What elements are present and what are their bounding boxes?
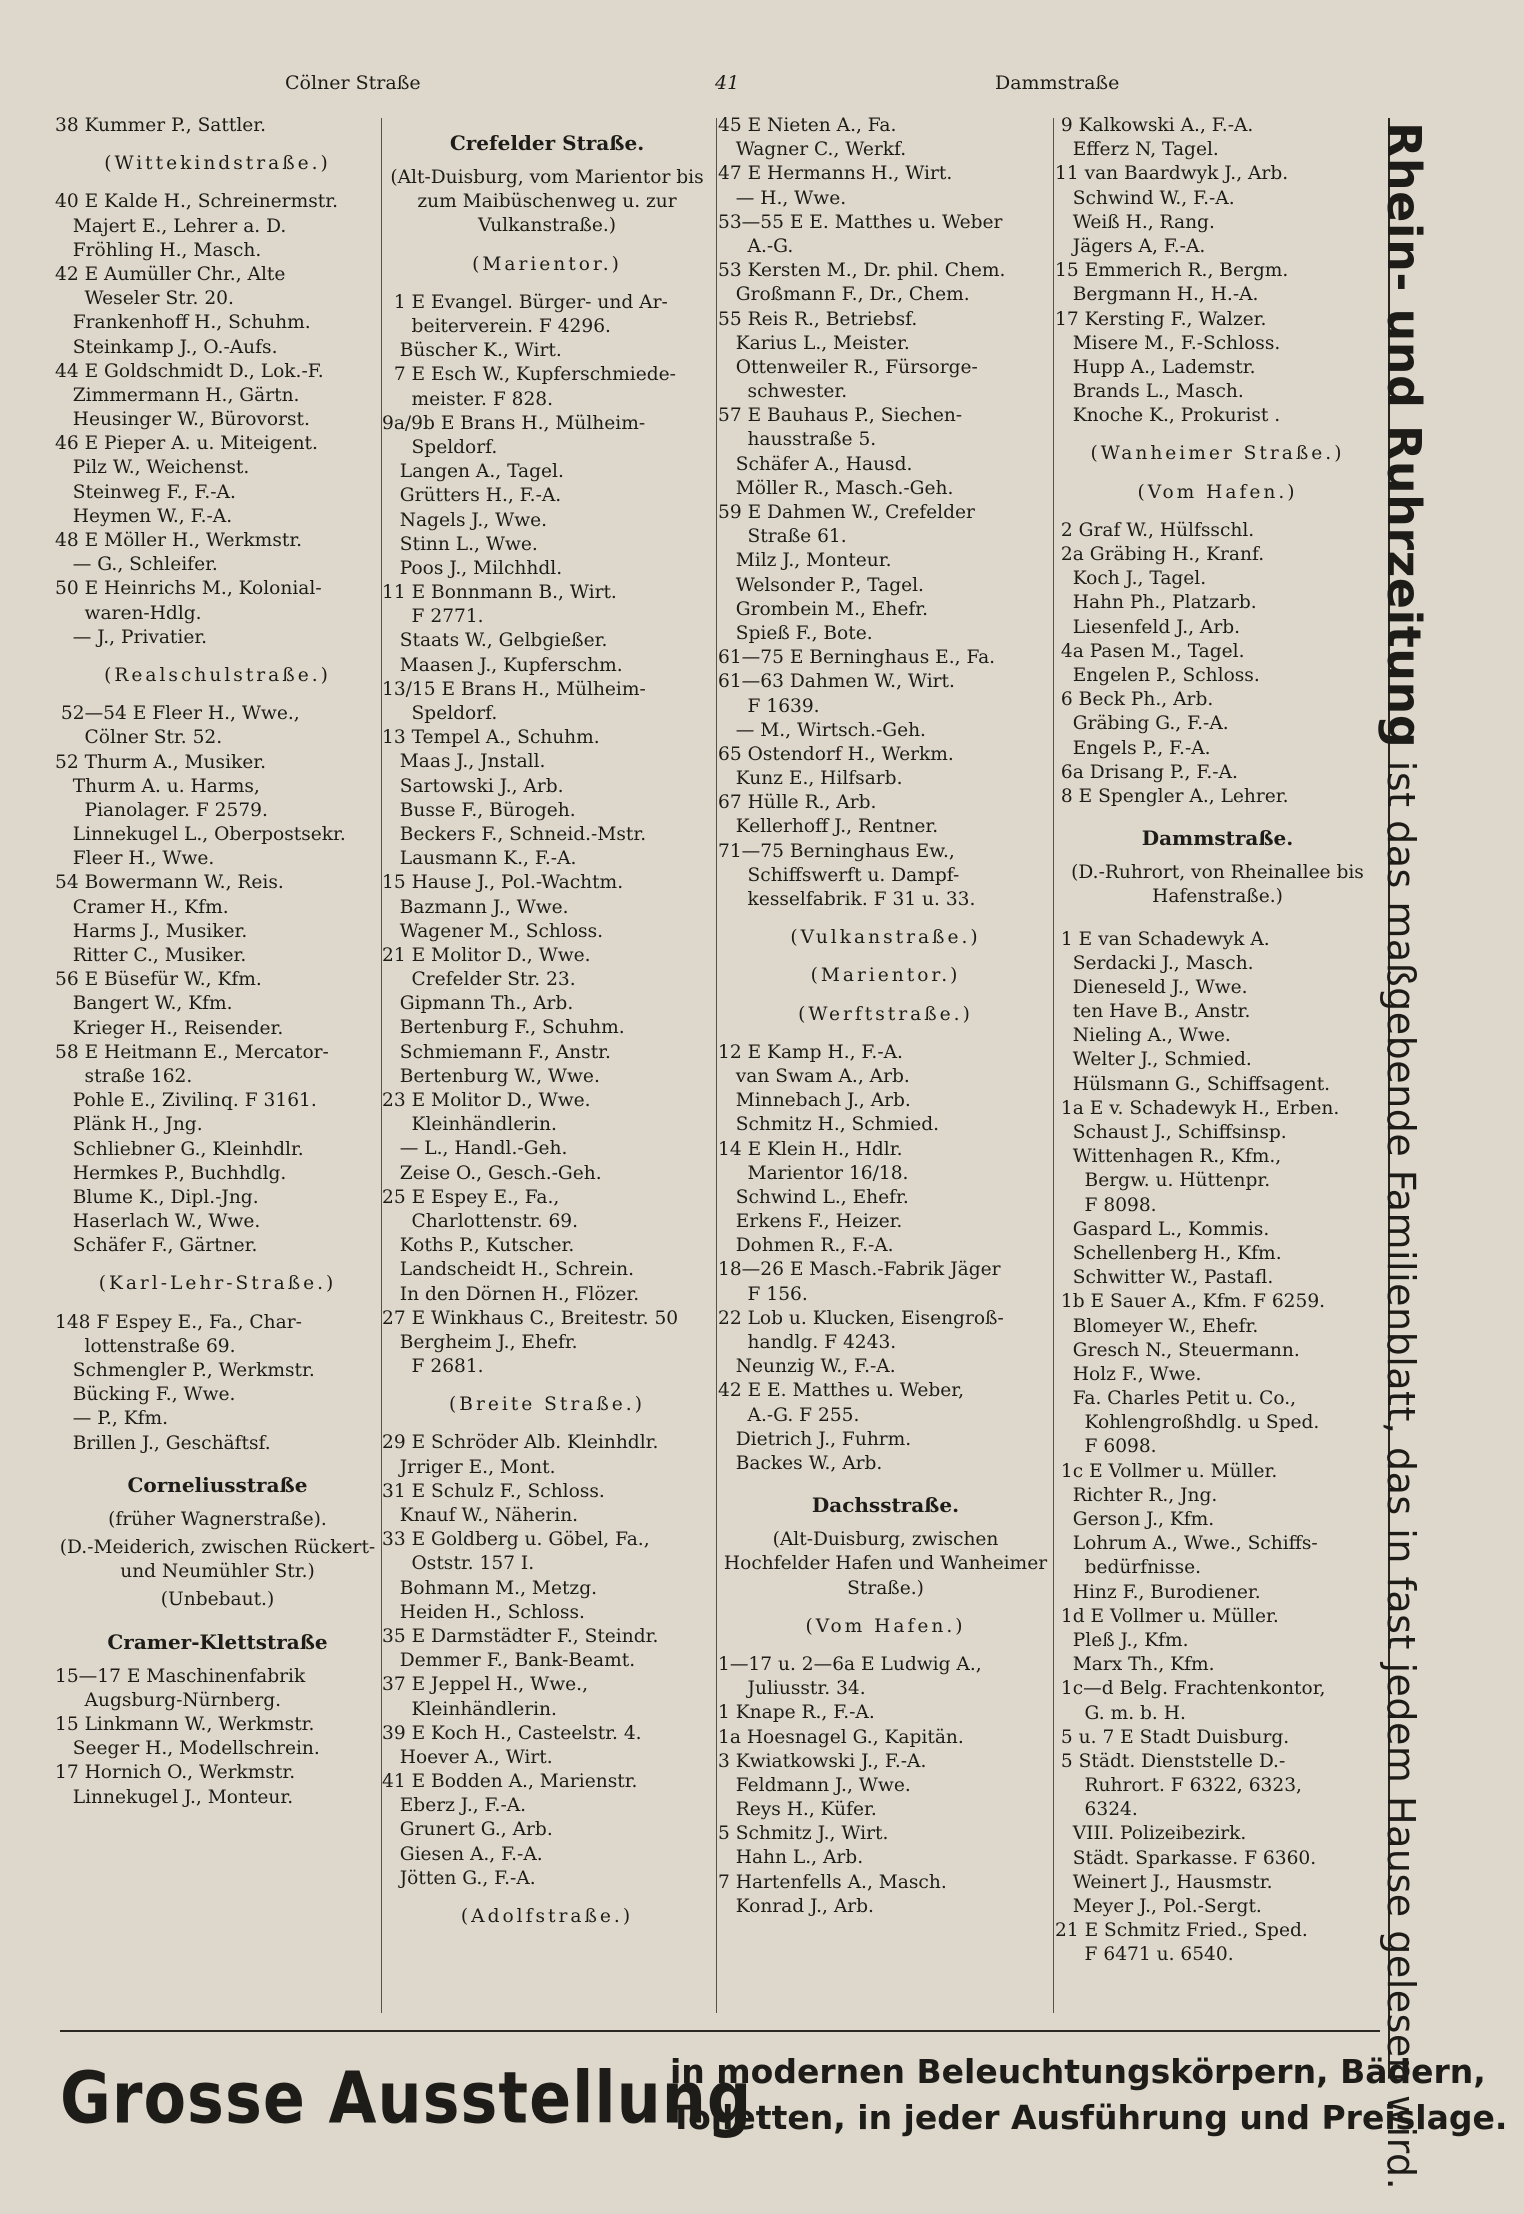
directory-entry: Spieß F., Bote. bbox=[718, 622, 873, 644]
directory-entry: Poos J., Milchhdl. bbox=[382, 557, 563, 579]
footer-line-2: Toiletten, in jeder Ausführung und Preislage. bbox=[670, 2098, 1508, 2137]
cross-street: (Wittekindstraße.) bbox=[104, 153, 331, 175]
directory-entry: Bücking F., Wwe. bbox=[55, 1384, 236, 1406]
directory-entry: 1—17 u. 2—6a E Ludwig A., bbox=[718, 1653, 982, 1675]
directory-entry: 13/15 E Brans H., Mülheim- bbox=[382, 678, 646, 700]
directory-entry: Bertenburg F., Schuhm. bbox=[382, 1017, 625, 1039]
directory-entry: Büscher K., Wirt. bbox=[382, 340, 562, 362]
directory-entry: 54 Bowermann W., Reis. bbox=[55, 872, 284, 894]
directory-entry: 15—17 E Maschinenfabrik bbox=[55, 1665, 306, 1687]
directory-entry: 67 Hülle R., Arb. bbox=[718, 792, 877, 814]
directory-entry: In den Dörnen H., Flözer. bbox=[382, 1283, 640, 1305]
directory-entry: Koch J., Tagel. bbox=[1055, 568, 1207, 590]
directory-entry: Busse F., Bürogeh. bbox=[382, 799, 576, 821]
directory-entry: F 6471 u. 6540. bbox=[1055, 1944, 1234, 1966]
directory-entry: 53 Kersten M., Dr. phil. Chem. bbox=[718, 260, 1006, 282]
directory-entry: 15 Hause J., Pol.-Wachtm. bbox=[382, 872, 624, 894]
directory-entry: Großmann F., Dr., Chem. bbox=[718, 284, 970, 306]
column-2 bbox=[382, 114, 712, 2019]
directory-entry: 42 E E. Matthes u. Weber, bbox=[718, 1380, 965, 1402]
page-header bbox=[55, 72, 1365, 108]
footer-headline: Grosse Ausstellung bbox=[60, 2056, 753, 2140]
directory-entry: Seeger H., Modellschrein. bbox=[55, 1738, 320, 1760]
footer-line-1: in modernen Beleuchtungskörpern, Bädern, bbox=[670, 2052, 1486, 2091]
directory-entry: Hahn L., Arb. bbox=[718, 1847, 864, 1869]
street-note: (Alt-Duisburg, vom Marientor bis zum Maibüschenweg u. zur Vulkanstraße.) bbox=[390, 167, 704, 237]
directory-entry: Feldmann J., Wwe. bbox=[718, 1774, 911, 1796]
directory-entry: 31 E Schulz F., Schloss. bbox=[382, 1480, 605, 1502]
directory-entry: Charlottenstr. 69. bbox=[382, 1210, 579, 1232]
directory-entry: Engelen P., Schloss. bbox=[1055, 664, 1260, 686]
directory-entry: Bergheim J., Ehefr. bbox=[382, 1331, 578, 1353]
column-3 bbox=[718, 114, 1053, 2019]
directory-entry: 1 E Evangel. Bürger- und Ar- bbox=[382, 291, 668, 313]
directory-entry: Krieger H., Reisender. bbox=[55, 1017, 284, 1039]
directory-entry: — P., Kfm. bbox=[55, 1408, 169, 1430]
directory-entry: van Swam A., Arb. bbox=[718, 1065, 910, 1087]
directory-entry: Dieneseld J., Wwe. bbox=[1055, 976, 1248, 998]
directory-entry: F 156. bbox=[718, 1283, 808, 1305]
directory-entry: Schwind L., Ehefr. bbox=[718, 1186, 909, 1208]
directory-entry: Wagner C., Werkf. bbox=[718, 139, 907, 161]
directory-entry: Speldorf. bbox=[382, 703, 498, 724]
directory-entry: Gipmann Th., Arb. bbox=[382, 993, 574, 1015]
directory-entry: 22 Lob u. Klucken, Eisengroß- bbox=[718, 1307, 1004, 1329]
directory-entry: Steinkamp J., O.-Aufs. bbox=[55, 336, 278, 358]
directory-entry: Kohlengroßhdlg. u Sped. bbox=[1055, 1412, 1320, 1434]
directory-entry: Schäfer F., Gärtner. bbox=[55, 1235, 258, 1257]
directory-entry: Erkens F., Heizer. bbox=[718, 1211, 903, 1233]
directory-entry: Meyer J., Pol.-Sergt. bbox=[1055, 1896, 1262, 1917]
directory-entry: lottenstraße 69. bbox=[55, 1335, 236, 1357]
directory-entry: Marientor 16/18. bbox=[718, 1162, 909, 1184]
directory-entry: Schmiemann F., Anstr. bbox=[382, 1041, 611, 1063]
directory-entry: Schmitz H., Schmied. bbox=[718, 1114, 940, 1136]
directory-entry: 59 E Dahmen W., Crefelder bbox=[718, 502, 975, 523]
directory-entry: 39 E Koch H., Casteelstr. 4. bbox=[382, 1722, 642, 1744]
directory-entry: Kleinhändlerin. bbox=[382, 1698, 557, 1720]
directory-entry: Brands L., Masch. bbox=[1055, 381, 1244, 403]
directory-entry: 35 E Darmstädter F., Steindr. bbox=[382, 1625, 659, 1647]
directory-entry: straße 162. bbox=[55, 1065, 193, 1087]
directory-entry: 2 Graf W., Hülfsschl. bbox=[1055, 519, 1255, 541]
directory-entry: Bazmann J., Wwe. bbox=[382, 896, 569, 918]
sidebar-text bbox=[1377, 122, 1431, 2191]
directory-entry: 29 E Schröder Alb. Kleinhdlr. bbox=[382, 1432, 659, 1454]
directory-entry: 1b E Sauer A., Kfm. F 6259. bbox=[1055, 1291, 1326, 1313]
directory-entry: Marx Th., Kfm. bbox=[1055, 1654, 1215, 1676]
directory-entry: Städt. Sparkasse. F 6360. bbox=[1055, 1847, 1317, 1869]
directory-entry: 14 E Klein H., Hdlr. bbox=[718, 1138, 903, 1160]
directory-entry: Reys H., Küfer. bbox=[718, 1799, 877, 1821]
directory-entry: 57 E Bauhaus P., Siechen- bbox=[718, 405, 963, 427]
directory-entry: 8 E Spengler A., Lehrer. bbox=[1055, 785, 1289, 807]
directory-entry: Maas J., Jnstall. bbox=[382, 751, 546, 773]
directory-entry: 58 E Heitmann E., Mercator- bbox=[55, 1041, 329, 1063]
directory-entry: 61—63 Dahmen W., Wirt. bbox=[718, 671, 955, 693]
street-note: (früher Wagnerstraße). bbox=[108, 1508, 327, 1530]
cross-street: (Marientor.) bbox=[472, 253, 622, 275]
cross-street: (Adolfstraße.) bbox=[460, 1906, 634, 1928]
directory-entry: Holz F., Wwe. bbox=[1055, 1363, 1202, 1385]
directory-entry: Wagener M., Schloss. bbox=[382, 920, 604, 942]
directory-entry: F 2771. bbox=[382, 606, 484, 628]
directory-entry: F 2681. bbox=[382, 1356, 484, 1378]
directory-entry: 17 Kersting F., Walzer. bbox=[1055, 308, 1267, 330]
directory-entry: Schmengler P., Werkmstr. bbox=[55, 1360, 315, 1382]
directory-entry: Weseler Str. 20. bbox=[55, 288, 234, 310]
column-4 bbox=[1055, 114, 1380, 2019]
directory-entry: 23 E Molitor D., Wwe. bbox=[382, 1090, 591, 1111]
directory-entry: beiterverein. F 4296. bbox=[382, 316, 611, 337]
directory-entry: 5 Schmitz J., Wirt. bbox=[718, 1823, 889, 1845]
directory-entry: Engels P., F.-A. bbox=[1055, 737, 1211, 759]
directory-entry: VIII. Polizeibezirk. bbox=[1055, 1823, 1247, 1845]
directory-entry: 46 E Pieper A. u. Miteigent. bbox=[55, 433, 318, 455]
directory-entry: Fleer H., Wwe. bbox=[55, 848, 215, 870]
directory-entry: Stinn L., Wwe. bbox=[382, 533, 538, 555]
directory-entry: Maasen J., Kupferschm. bbox=[382, 654, 623, 676]
directory-entry: Efferz N, Tagel. bbox=[1055, 139, 1219, 161]
directory-entry: 21 E Schmitz Fried., Sped. bbox=[1055, 1920, 1308, 1942]
directory-entry: 5 u. 7 E Stadt Duisburg. bbox=[1055, 1726, 1290, 1748]
directory-entry: Augsburg-Nürnberg. bbox=[55, 1689, 282, 1711]
directory-entry: A.-G. F 255. bbox=[718, 1404, 860, 1426]
directory-entry: Steinweg F., F.-A. bbox=[55, 481, 236, 503]
directory-entry: Heymen W., F.-A. bbox=[55, 505, 233, 527]
directory-entry: 41 E Bodden A., Marienstr. bbox=[382, 1771, 638, 1793]
directory-entry: Brillen J., Geschäftsf. bbox=[55, 1432, 271, 1454]
directory-entry: Knoche K., Prokurist . bbox=[1055, 405, 1281, 427]
directory-entry: Wittenhagen R., Kfm., bbox=[1055, 1146, 1282, 1168]
directory-entry: hausstraße 5. bbox=[718, 429, 877, 451]
header-left-street: Cölner Straße bbox=[285, 72, 421, 94]
directory-entry: 44 E Goldschmidt D., Lok.-F. bbox=[55, 360, 324, 382]
directory-entry: Kleinhändlerin. bbox=[382, 1114, 557, 1136]
directory-entry: 47 E Hermanns H., Wirt. bbox=[718, 163, 953, 185]
directory-entry: Karius L., Meister. bbox=[718, 332, 910, 354]
column-1 bbox=[55, 114, 380, 2019]
directory-entry: Heusinger W., Bürovorst. bbox=[55, 409, 310, 431]
directory-entry: — J., Privatier. bbox=[55, 626, 208, 648]
directory-entry: 9 Kalkowski A., F.-A. bbox=[1055, 115, 1254, 136]
directory-entry: 53—55 E E. Matthes u. Weber bbox=[718, 211, 1003, 233]
directory-entry: Kellerhoff J., Rentner. bbox=[718, 816, 939, 838]
directory-entry: 71—75 Berninghaus Ew., bbox=[718, 840, 955, 862]
directory-entry: 56 E Büsefür W., Kfm. bbox=[55, 969, 262, 991]
cross-street: (Werftstraße.) bbox=[798, 1003, 973, 1025]
directory-entry: 12 E Kamp H., F.-A. bbox=[718, 1041, 903, 1063]
directory-entry: Grombein M., Ehefr. bbox=[718, 598, 928, 620]
directory-entry: Pianolager. F 2579. bbox=[55, 799, 268, 821]
directory-entry: Giesen A., F.-A. bbox=[382, 1843, 543, 1865]
directory-entry: Schiffswerft u. Dampf- bbox=[718, 864, 960, 886]
directory-entry: 6 Beck Ph., Arb. bbox=[1055, 689, 1214, 711]
directory-entry: F 8098. bbox=[1055, 1194, 1157, 1216]
directory-entry: Dietrich J., Fuhrm. bbox=[718, 1428, 912, 1450]
directory-entry: Koths P., Kutscher. bbox=[382, 1235, 575, 1257]
directory-entry: Bergmann H., H.-A. bbox=[1055, 284, 1259, 306]
directory-entry: 148 F Espey E., Fa., Char- bbox=[55, 1311, 302, 1333]
cross-street: (Vulkanstraße.) bbox=[790, 927, 981, 949]
directory-entry: 1c E Vollmer u. Müller. bbox=[1055, 1460, 1278, 1482]
cross-street: (Vom Hafen.) bbox=[1137, 481, 1298, 503]
directory-entry: 1 Knape R., F.-A. bbox=[718, 1702, 875, 1724]
directory-entry: Hupp A., Lademstr. bbox=[1055, 356, 1256, 378]
directory-entry: Linnekugel L., Oberpostsekr. bbox=[55, 824, 346, 846]
directory-entry: Frankenhoff H., Schuhm. bbox=[55, 312, 311, 334]
directory-entry: 27 E Winkhaus C., Breitestr. 50 bbox=[382, 1307, 679, 1329]
directory-entry: Speldorf. bbox=[382, 436, 498, 458]
directory-entry: handlg. F 4243. bbox=[718, 1332, 897, 1354]
directory-entry: Weiß H., Rang. bbox=[1055, 211, 1215, 233]
directory-entry: 65 Ostendorf H., Werkm. bbox=[718, 743, 954, 765]
directory-entry: 48 E Möller H., Werkmstr. bbox=[55, 530, 303, 552]
directory-entry: 5 Städt. Dienststelle D.- bbox=[1055, 1750, 1286, 1772]
directory-entry: Heiden H., Schloss. bbox=[382, 1601, 585, 1623]
column-divider bbox=[1053, 118, 1054, 2013]
directory-entry: 33 E Goldberg u. Göbel, Fa., bbox=[382, 1529, 650, 1551]
directory-entry: Hinz F., Burodiener. bbox=[1055, 1581, 1261, 1603]
directory-entry: Hoever A., Wirt. bbox=[382, 1746, 553, 1768]
directory-entry: 1c—d Belg. Frachtenkontor, bbox=[1055, 1678, 1326, 1700]
directory-entry: Lohrum A., Wwe., Schiffs- bbox=[1055, 1533, 1318, 1555]
directory-entry: 1a Hoesnagel G., Kapitän. bbox=[718, 1726, 964, 1748]
directory-entry: Nieling A., Wwe. bbox=[1055, 1025, 1231, 1047]
directory-entry: Jrriger E., Mont. bbox=[382, 1456, 556, 1478]
street-note: (D.-Meiderich, zwischen Rückert- und Neumühler Str.) bbox=[59, 1537, 376, 1583]
street-heading: Crefelder Straße. bbox=[449, 131, 645, 155]
directory-entry: Jötten G., F.-A. bbox=[382, 1867, 536, 1889]
directory-entry: Linnekugel J., Monteur. bbox=[55, 1786, 294, 1808]
directory-entry: Bohmann M., Metzg. bbox=[382, 1577, 598, 1599]
directory-entry: Bergw. u. Hüttenpr. bbox=[1055, 1170, 1271, 1192]
directory-entry: Gaspard L., Kommis. bbox=[1055, 1218, 1270, 1240]
directory-entry: 9a/9b E Brans H., Mülheim- bbox=[382, 412, 646, 434]
directory-entry: 37 E Jeppel H., Wwe., bbox=[382, 1674, 588, 1696]
directory-entry: Straße 61. bbox=[718, 526, 847, 548]
directory-entry: 25 E Espey E., Fa., bbox=[382, 1186, 560, 1208]
cross-street: (Breite Straße.) bbox=[449, 1394, 645, 1416]
directory-entry: Bertenburg W., Wwe. bbox=[382, 1065, 600, 1087]
directory-entry: 7 Hartenfells A., Masch. bbox=[718, 1871, 947, 1893]
directory-entry: — G., Schleifer. bbox=[55, 554, 218, 576]
directory-entry: Lausmann K., F.-A. bbox=[382, 848, 577, 870]
directory-entry: Juliusstr. 34. bbox=[718, 1678, 866, 1700]
directory-entry: Nagels J., Wwe. bbox=[382, 509, 548, 531]
directory-entry: 15 Emmerich R., Bergm. bbox=[1055, 260, 1289, 282]
directory-entry: 1a E v. Schadewyk H., Erben. bbox=[1055, 1097, 1340, 1119]
directory-entry: Bangert W., Kfm. bbox=[55, 993, 233, 1015]
directory-entry: 3 Kwiatkowski J., F.-A. bbox=[718, 1750, 927, 1772]
directory-entry: 50 E Heinrichs M., Kolonial- bbox=[55, 578, 322, 600]
directory-entry: Pohle E., Zivilinq. F 3161. bbox=[55, 1090, 317, 1112]
directory-entry: Jägers A, F.-A. bbox=[1055, 235, 1206, 257]
cross-street: (Wanheimer Straße.) bbox=[1090, 443, 1345, 465]
street-note: (D.-Ruhrort, von Rheinallee bis Hafenstraße.) bbox=[1071, 862, 1364, 908]
street-note: (Unbebaut.) bbox=[160, 1589, 275, 1611]
directory-entry: 52 Thurm A., Musiker. bbox=[55, 751, 267, 773]
directory-entry: Neunzig W., F.-A. bbox=[718, 1356, 896, 1378]
directory-entry: Thurm A. u. Harms, bbox=[55, 775, 260, 797]
directory-entry: Misere M., F.-Schloss. bbox=[1055, 332, 1281, 354]
directory-entry: Welter J., Schmied. bbox=[1055, 1049, 1252, 1071]
directory-entry: — L., Handl.-Geh. bbox=[382, 1138, 568, 1160]
directory-entry: G. m. b. H. bbox=[1055, 1702, 1186, 1724]
directory-entry: Crefelder Str. 23. bbox=[382, 969, 576, 991]
directory-entry: Gresch N., Steuermann. bbox=[1055, 1339, 1300, 1361]
directory-entry: Minnebach J., Arb. bbox=[718, 1090, 911, 1112]
directory-entry: 1 E van Schadewyk A. bbox=[1055, 928, 1270, 950]
directory-entry: Dohmen R., F.-A. bbox=[718, 1235, 894, 1257]
directory-entry: Grütters H., F.-A. bbox=[382, 485, 562, 507]
directory-entry: 11 van Baardwyk J., Arb. bbox=[1055, 163, 1289, 185]
street-heading: Corneliusstraße bbox=[127, 1472, 308, 1497]
directory-entry: 2a Gräbing H., Kranf. bbox=[1055, 544, 1265, 566]
directory-entry: Haserlach W., Wwe. bbox=[55, 1211, 261, 1233]
directory-entry: Demmer F., Bank-Beamt. bbox=[382, 1650, 636, 1672]
directory-entry: Ruhrort. F 6322, 6323, bbox=[1055, 1775, 1302, 1797]
directory-entry: 55 Reis R., Betriebsf. bbox=[718, 308, 918, 330]
street-heading: Cramer-Klettstraße bbox=[107, 1629, 328, 1654]
directory-entry: 21 E Molitor D., Wwe. bbox=[382, 944, 591, 966]
directory-entry: Schaust J., Schiffsinsp. bbox=[1055, 1122, 1287, 1143]
directory-entry: Eberz J., F.-A. bbox=[382, 1795, 527, 1817]
directory-entry: Schliebner G., Kleinhdlr. bbox=[55, 1138, 304, 1160]
directory-entry: 13 Tempel A., Schuhm. bbox=[382, 727, 600, 749]
directory-entry: Ritter C., Musiker. bbox=[55, 945, 247, 967]
footer-advert bbox=[60, 2030, 1508, 2152]
directory-entry: Grunert G., Arb. bbox=[382, 1819, 553, 1841]
directory-entry: 52—54 E Fleer H., Wwe., bbox=[55, 703, 300, 725]
header-right-street: Dammstraße bbox=[995, 72, 1120, 94]
directory-entry: Knauf W., Näherin. bbox=[382, 1505, 579, 1527]
directory-entry: bedürfnisse. bbox=[1055, 1557, 1202, 1579]
directory-entry: Weinert J., Hausmstr. bbox=[1055, 1871, 1273, 1893]
directory-entry: schwester. bbox=[718, 381, 848, 403]
cross-street: (Karl-Lehr-Straße.) bbox=[98, 1273, 337, 1295]
directory-entry: Cölner Str. 52. bbox=[55, 727, 223, 749]
sidebar-slogan: ist das maßgebende Familienblatt, das in fast jedem Hause gelesen wird. bbox=[1379, 748, 1423, 2191]
directory-entry: 40 E Kalde H., Schreinermstr. bbox=[55, 191, 338, 213]
directory-entry: waren-Hdlg. bbox=[55, 602, 202, 624]
street-heading: Dammstraße. bbox=[1141, 826, 1294, 851]
cross-street: (Realschulstraße.) bbox=[104, 664, 331, 686]
directory-entry: Backes W., Arb. bbox=[718, 1452, 883, 1474]
directory-entry: Hülsmann G., Schiffsagent. bbox=[1055, 1073, 1331, 1095]
directory-entry: Majert E., Lehrer a. D. bbox=[55, 215, 287, 237]
directory-entry: Hermkes P., Buchhdlg. bbox=[55, 1162, 287, 1184]
directory-entry: F 6098. bbox=[1055, 1436, 1157, 1458]
directory-entry: 6a Drisang P., F.-A. bbox=[1055, 761, 1238, 783]
directory-entry: 45 E Nieten A., Fa. bbox=[718, 115, 897, 136]
directory-entry: Fa. Charles Petit u. Co., bbox=[1055, 1388, 1297, 1410]
directory-entry: 6324. bbox=[1055, 1799, 1138, 1821]
directory-entry: Liesenfeld J., Arb. bbox=[1055, 616, 1241, 638]
directory-entry: kesselfabrik. F 31 u. 33. bbox=[718, 889, 976, 910]
directory-entry: Schäfer A., Hausd. bbox=[718, 453, 913, 475]
directory-entry: Milz J., Monteur. bbox=[718, 550, 892, 572]
directory-entry: 7 E Esch W., Kupferschmiede- bbox=[382, 364, 676, 386]
directory-entry: Gräbing G., F.-A. bbox=[1055, 713, 1229, 735]
directory-entry: 18—26 E Masch.-Fabrik Jäger bbox=[718, 1259, 1001, 1281]
directory-entry: Kunz E., Hilfsarb. bbox=[718, 768, 903, 790]
directory-entry: Zimmermann H., Gärtn. bbox=[55, 384, 300, 406]
column-divider bbox=[716, 118, 717, 2013]
directory-entry: Zeise O., Gesch.-Geh. bbox=[382, 1162, 602, 1184]
sidebar-advert bbox=[1377, 118, 1452, 2191]
directory-entry: F 1639. bbox=[718, 695, 820, 717]
directory-entry: A.-G. bbox=[718, 235, 794, 257]
directory-entry: Serdacki J., Masch. bbox=[1055, 952, 1254, 974]
directory-entry: Hahn Ph., Platzarb. bbox=[1055, 592, 1257, 614]
directory-entry: Richter R., Jng. bbox=[1055, 1484, 1218, 1506]
directory-entry: Konrad J., Arb. bbox=[718, 1895, 874, 1917]
directory-entry: 17 Hornich O., Werkmstr. bbox=[55, 1762, 296, 1784]
directory-entry: Cramer H., Kfm. bbox=[55, 896, 229, 918]
directory-entry: Welsonder P., Tagel. bbox=[718, 574, 924, 596]
street-note: (Alt-Duisburg, zwischen Hochfelder Hafen und Wanheimer Straße.) bbox=[723, 1529, 1048, 1599]
directory-entry: Harms J., Musiker. bbox=[55, 920, 248, 942]
spacer bbox=[1055, 914, 1380, 928]
directory-entry: 38 Kummer P., Sattler. bbox=[55, 115, 267, 136]
directory-entry: 1d E Vollmer u. Müller. bbox=[1055, 1605, 1279, 1627]
cross-street: (Vom Hafen.) bbox=[805, 1615, 966, 1637]
directory-entry: — H., Wwe. bbox=[718, 187, 847, 209]
directory-entry: 15 Linkmann W., Werkmstr. bbox=[55, 1713, 315, 1735]
directory-entry: Oststr. 157 I. bbox=[382, 1553, 535, 1575]
cross-street: (Marientor.) bbox=[810, 965, 961, 987]
directory-entry: Fröhling H., Masch. bbox=[55, 239, 262, 261]
directory-entry: Staats W., Gelbgießer. bbox=[382, 630, 608, 652]
sidebar-newspaper-name: Rhein- und Ruhrzeitung bbox=[1377, 122, 1431, 749]
directory-entry: 11 E Bonnmann B., Wirt. bbox=[382, 582, 617, 604]
directory-entry: Ottenweiler R., Fürsorge- bbox=[718, 356, 978, 378]
directory-entry: Sartowski J., Arb. bbox=[382, 775, 564, 797]
directory-entry: Gerson J., Kfm. bbox=[1055, 1509, 1215, 1530]
directory-entry: 42 E Aumüller Chr., Alte bbox=[55, 263, 286, 285]
directory-entry: Pleß J., Kfm. bbox=[1055, 1629, 1189, 1651]
page-number: 41 bbox=[715, 72, 740, 94]
directory-entry: Blomeyer W., Ehefr. bbox=[1055, 1315, 1259, 1337]
directory-entry: Langen A., Tagel. bbox=[382, 461, 564, 483]
directory-entry: 4a Pasen M., Tagel. bbox=[1055, 640, 1245, 662]
directory-entry: ten Have B., Anstr. bbox=[1055, 1001, 1251, 1023]
directory-entry: — M., Wirtsch.-Geh. bbox=[718, 719, 926, 741]
directory-entry: Landscheidt H., Schrein. bbox=[382, 1259, 635, 1281]
directory-entry: Schellenberg H., Kfm. bbox=[1055, 1242, 1282, 1264]
directory-entry: Pilz W., Weichenst. bbox=[55, 457, 250, 479]
directory-entry: Schwitter W., Pastafl. bbox=[1055, 1267, 1274, 1289]
street-heading: Dachsstraße. bbox=[811, 1493, 960, 1518]
directory-entry: Schwind W., F.-A. bbox=[1055, 187, 1235, 209]
directory-entry: Plänk H., Jng. bbox=[55, 1114, 203, 1136]
directory-entry: 61—75 E Berninghaus E., Fa. bbox=[718, 647, 996, 669]
directory-entry: meister. F 828. bbox=[382, 388, 554, 410]
directory-entry: Möller R., Masch.-Geh. bbox=[718, 477, 954, 499]
directory-entry: Blume K., Dipl.-Jng. bbox=[55, 1186, 259, 1208]
directory-entry: Beckers F., Schneid.-Mstr. bbox=[382, 823, 647, 845]
